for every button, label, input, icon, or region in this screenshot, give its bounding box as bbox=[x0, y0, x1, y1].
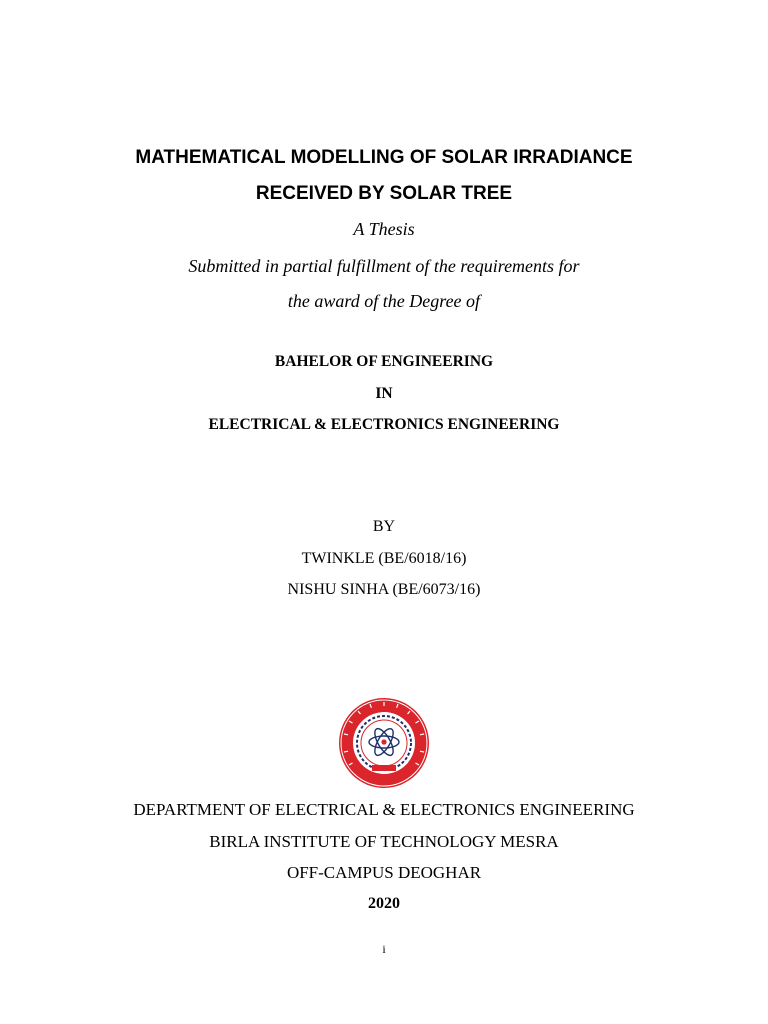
by-label: BY bbox=[372, 518, 396, 535]
title-line-1: MATHEMATICAL MODELLING OF SOLAR IRRADIANCE bbox=[135, 147, 633, 168]
degree-in: IN bbox=[375, 385, 393, 402]
institute-seal-icon bbox=[338, 697, 430, 789]
department-name: DEPARTMENT OF ELECTRICAL & ELECTRONICS ENGINEERING bbox=[133, 800, 635, 819]
author-1: TWINKLE (BE/6018/16) bbox=[301, 550, 467, 567]
author-2: NISHU SINHA (BE/6073/16) bbox=[287, 581, 481, 598]
submission-text-line-1: Submitted in partial fulfillment of the requirements for bbox=[188, 256, 580, 276]
institute-name: BIRLA INSTITUTE OF TECHNOLOGY MESRA bbox=[209, 832, 559, 851]
campus-name: OFF-CAMPUS DEOGHAR bbox=[286, 863, 482, 882]
degree-branch: ELECTRICAL & ELECTRONICS ENGINEERING bbox=[208, 416, 560, 433]
title-line-2: RECEIVED BY SOLAR TREE bbox=[255, 183, 513, 204]
thesis-label: A Thesis bbox=[353, 219, 415, 239]
submission-text-line-2: the award of the Degree of bbox=[287, 291, 481, 311]
year: 2020 bbox=[368, 895, 400, 912]
page-number: i bbox=[382, 942, 386, 956]
degree-name: BAHELOR OF ENGINEERING bbox=[274, 353, 494, 370]
